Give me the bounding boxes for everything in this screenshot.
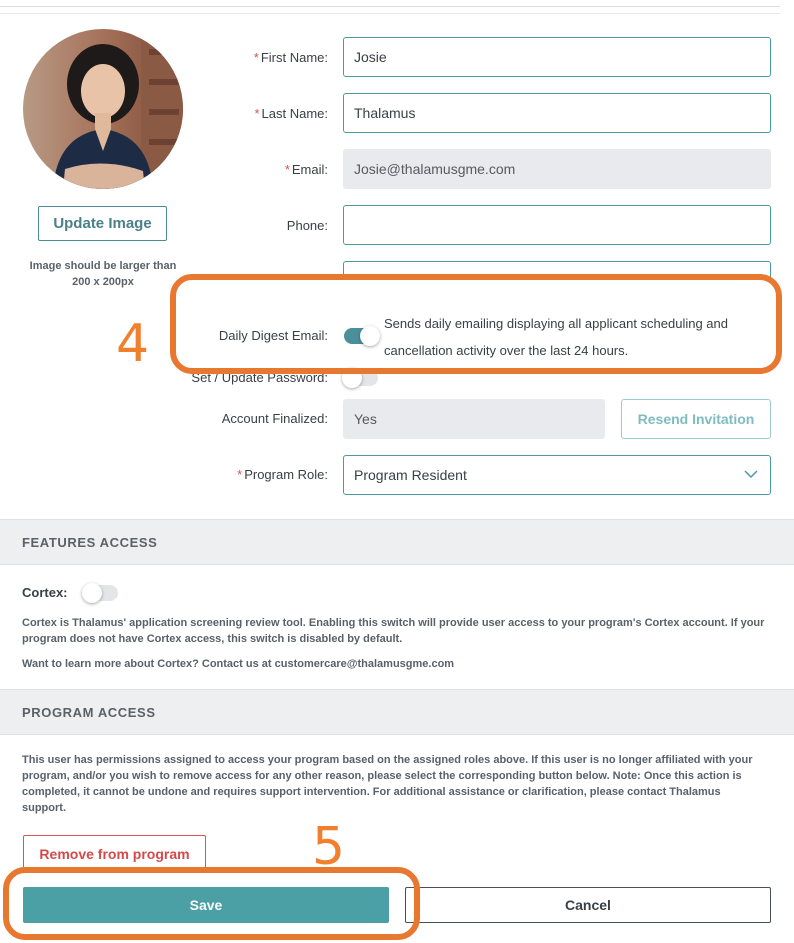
resend-invitation-button[interactable]: Resend Invitation	[621, 399, 771, 439]
avatar	[23, 29, 183, 189]
program-access-description: This user has permissions assigned to access your program based on the assigned roles above. If this user is no longer affiliated with your program, and/or you wish to remove access for any other reason, please select the corresponding button below. Note: Once this action is completed, it cannot be undone and requires support intervention. For additional assistance or clarification, please contact Thalamus support.	[22, 754, 753, 814]
first-name-label: * First Name:	[253, 50, 328, 65]
cancel-button[interactable]: Cancel	[405, 887, 771, 923]
daily-digest-description: Sends daily emailing displaying all applicant scheduling and cancellation activity over the last 24 hours.	[384, 316, 728, 358]
annotation-number-4: 4	[116, 314, 150, 374]
update-image-button[interactable]: Update Image	[38, 206, 167, 241]
phone-label: Phone:	[286, 218, 328, 233]
email-field: Josie@thalamusgme.com	[343, 149, 771, 189]
daily-digest-label: Daily Digest Email:	[218, 328, 328, 343]
program-role-select[interactable]: Program Resident	[343, 455, 771, 495]
image-size-hint: Image should be larger than 200 x 200px	[29, 260, 177, 288]
annotation-box-step-4	[170, 274, 782, 374]
cortex-toggle[interactable]	[84, 585, 118, 601]
program-access-heading: PROGRAM ACCESS	[0, 689, 794, 735]
cortex-learn-more: Want to learn more about Cortex? Contact us at customercare@thalamusgme.com	[22, 658, 455, 670]
first-name-input[interactable]: Josie	[343, 37, 771, 77]
toggle-knob	[82, 583, 102, 603]
chevron-down-icon	[744, 468, 758, 480]
top-divider	[0, 6, 780, 14]
program-role-label: * Program Role:	[237, 467, 328, 482]
annotation-number-5: 5	[312, 817, 346, 877]
features-access-heading: FEATURES ACCESS	[0, 519, 794, 565]
annotation-box-step-5	[3, 867, 420, 940]
account-finalized-field: Yes	[343, 399, 605, 439]
cortex-label: Cortex:	[22, 585, 68, 600]
phone-input[interactable]	[343, 205, 771, 245]
profile-photo	[23, 29, 183, 189]
account-finalized-label: Account Finalized:	[221, 411, 328, 426]
save-button[interactable]: Save	[23, 887, 389, 923]
password-label: Set / Update Password:	[191, 370, 328, 385]
last-name-input[interactable]: Thalamus	[343, 93, 771, 133]
last-name-label: * Last Name:	[254, 106, 328, 121]
remove-from-program-button[interactable]: Remove from program	[23, 835, 206, 872]
email-label: * Email:	[284, 162, 328, 177]
cortex-description: Cortex is Thalamus' application screening review tool. Enabling this switch will provide user access to your program's Cortex account. If your program does not have Cortex access, this switch is disabled by default.	[22, 617, 765, 645]
